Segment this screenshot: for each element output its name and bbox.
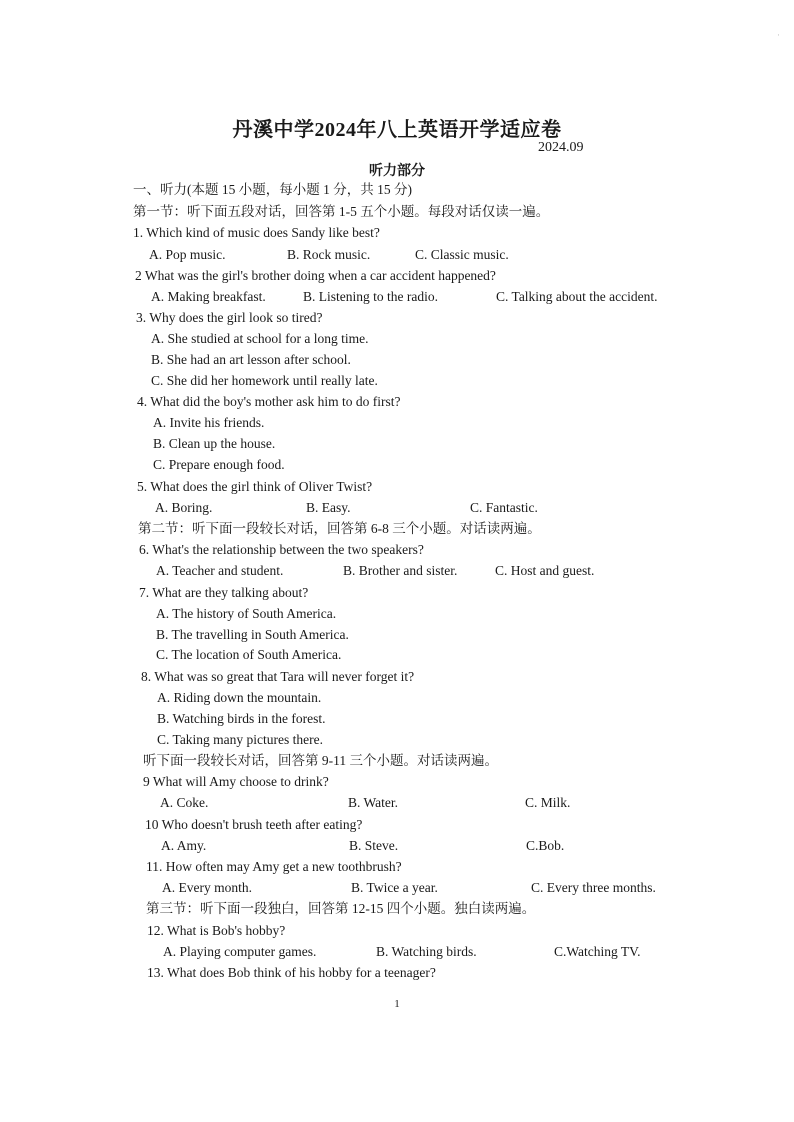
q1-option-b: B. Rock music. bbox=[287, 247, 371, 262]
question-3: 3. Why does the girl look so tired? bbox=[136, 310, 323, 325]
q11-option-a: A. Every month. bbox=[162, 880, 252, 895]
q7-option-b: B. The travelling in South America. bbox=[156, 627, 349, 642]
section-intro: 一、听力(本题 15 小题，每小题 1 分，共 15 分) bbox=[133, 182, 412, 197]
part3-instruction: 第三节：听下面一段独白，回答第 12-15 四个小题。独白读两遍。 bbox=[146, 901, 536, 916]
exam-date: 2024.09 bbox=[538, 140, 584, 155]
question-10: 10 Who doesn't brush teeth after eating? bbox=[145, 817, 363, 832]
q4-option-b: B. Clean up the house. bbox=[153, 436, 276, 451]
q4-option-a: A. Invite his friends. bbox=[153, 415, 265, 430]
q11-option-c: C. Every three months. bbox=[531, 880, 656, 895]
q6-option-a: A. Teacher and student. bbox=[156, 563, 284, 578]
q3-option-b: B. She had an art lesson after school. bbox=[151, 352, 351, 367]
q9-option-a: A. Coke. bbox=[160, 795, 209, 810]
question-2: 2 What was the girl's brother doing when a car accident happened? bbox=[135, 268, 496, 283]
q12-option-b: B. Watching birds. bbox=[376, 944, 477, 959]
q1-option-c: C. Classic music. bbox=[415, 247, 509, 262]
q11-option-b: B. Twice a year. bbox=[351, 880, 438, 895]
q2-option-b: B. Listening to the radio. bbox=[303, 289, 438, 304]
part2b-instruction: 听下面一段较长对话，回答第 9-11 三个小题。对话读两遍。 bbox=[143, 753, 498, 768]
question-13: 13. What does Bob think of his hobby for a teenager? bbox=[147, 965, 436, 980]
question-11: 11. How often may Amy get a new toothbrush? bbox=[146, 859, 402, 874]
question-7: 7. What are they talking about? bbox=[139, 585, 309, 600]
q9-option-b: B. Water. bbox=[348, 795, 399, 810]
q10-option-c: C.Bob. bbox=[526, 838, 565, 853]
question-6: 6. What's the relationship between the two speakers? bbox=[139, 542, 424, 557]
q9-option-c: C. Milk. bbox=[525, 795, 571, 810]
q7-option-a: A. The history of South America. bbox=[156, 606, 337, 621]
page-title: 丹溪中学2024年八上英语开学适应卷 bbox=[232, 119, 562, 141]
question-9: 9 What will Amy choose to drink? bbox=[143, 774, 329, 789]
q5-option-b: B. Easy. bbox=[306, 500, 351, 515]
part2-instruction: 第二节：听下面一段较长对话，回答第 6-8 三个小题。对话读两遍。 bbox=[138, 521, 541, 536]
q3-option-a: A. She studied at school for a long time. bbox=[151, 331, 369, 346]
q10-option-a: A. Amy. bbox=[161, 838, 207, 853]
q6-option-b: B. Brother and sister. bbox=[343, 563, 458, 578]
q6-option-c: C. Host and guest. bbox=[495, 563, 595, 578]
q5-option-c: C. Fantastic. bbox=[470, 500, 538, 515]
question-5: 5. What does the girl think of Oliver Twist? bbox=[137, 479, 373, 494]
question-12: 12. What is Bob's hobby? bbox=[147, 923, 286, 938]
q1-option-a: A. Pop music. bbox=[149, 247, 226, 262]
q7-option-c: C. The location of South America. bbox=[156, 647, 342, 662]
q12-option-a: A. Playing computer games. bbox=[163, 944, 317, 959]
q8-option-a: A. Riding down the mountain. bbox=[157, 690, 322, 705]
question-1: 1. Which kind of music does Sandy like best? bbox=[133, 225, 380, 240]
q10-option-b: B. Steve. bbox=[349, 838, 399, 853]
q8-option-b: B. Watching birds in the forest. bbox=[157, 711, 326, 726]
question-8: 8. What was so great that Tara will never forget it? bbox=[141, 669, 415, 684]
q8-option-c: C. Taking many pictures there. bbox=[157, 732, 324, 747]
q3-option-c: C. She did her homework until really late. bbox=[151, 373, 378, 388]
q2-option-c: C. Talking about the accident. bbox=[496, 289, 658, 304]
q5-option-a: A. Boring. bbox=[155, 500, 213, 515]
q2-option-a: A. Making breakfast. bbox=[151, 289, 266, 304]
q12-option-c: C.Watching TV. bbox=[554, 944, 641, 959]
q4-option-c: C. Prepare enough food. bbox=[153, 457, 285, 472]
corner-mark: · bbox=[777, 30, 780, 40]
page-number: 1 bbox=[394, 998, 400, 1010]
part1-instruction: 第一节：听下面五段对话，回答第 1-5 五个小题。每段对话仅读一遍。 bbox=[133, 204, 550, 219]
question-4: 4. What did the boy's mother ask him to do first? bbox=[137, 394, 401, 409]
section-subtitle: 听力部分 bbox=[369, 164, 425, 179]
